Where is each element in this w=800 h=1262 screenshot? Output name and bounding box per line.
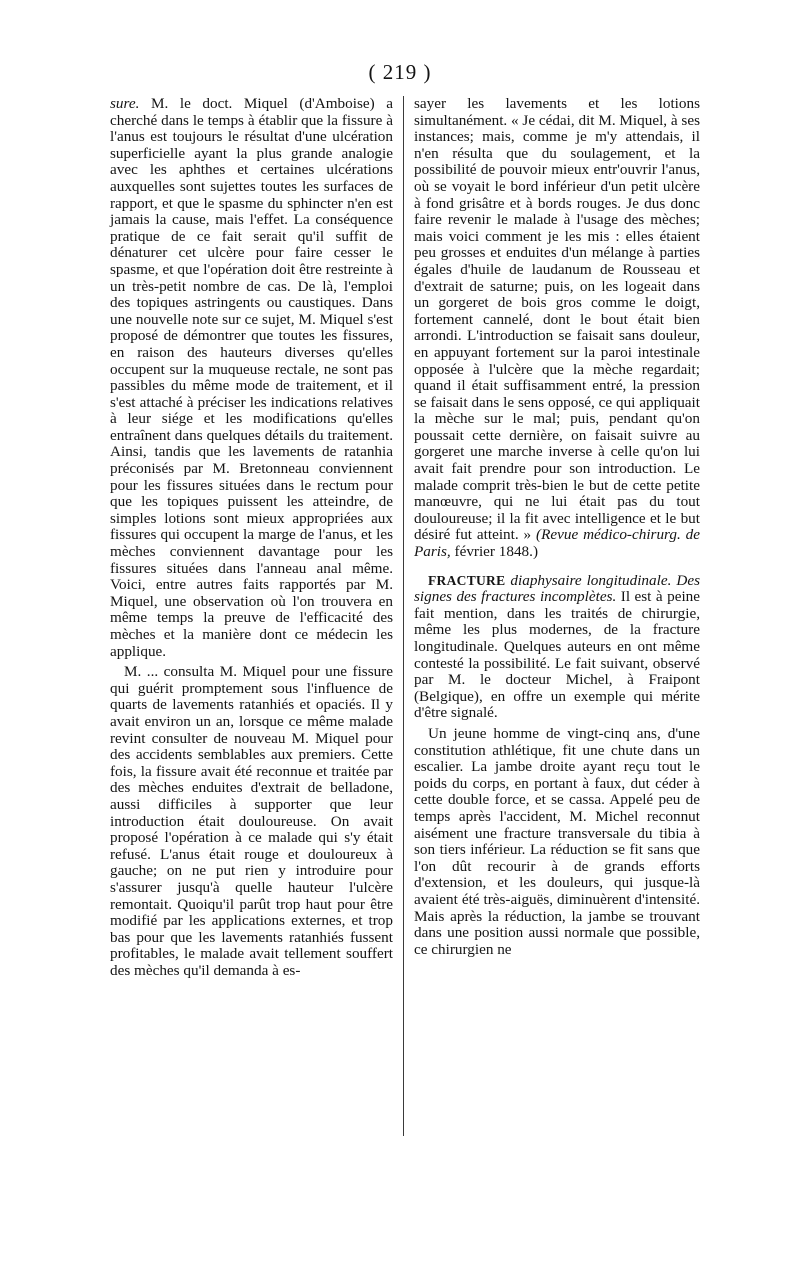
citation-source: (Revue médico-chirurg. de Paris, xyxy=(414,526,700,561)
left-paragraph-1-text: M. le doct. Miquel (d'Amboise) a cherché dans le temps à établir que la fissure à l'anus est toujours le résultat d'une ulcération superficielle ayant la plus grande analogie avec les aphthes et certaines ulcérations auxquelles sont sujettes toutes les surfaces de rapport, et que le spasme du sphincter n'en est jamais la cause, mais l'effet. La conséquence pratique de ce fait serait qu'il suffit de dénaturer cet ulcère pour faire cesser le spasme, et que l'opération doit être restreinte à un très-petit nombre de cas. De là, l'emploi des topiques astringents ou caustiques. Dans une nouvelle note sur ce sujet, M. Miquel s'est proposé de démontrer que toutes les fissures, en raison des hauteurs diverses qu'elles occupent sur la muqueuse rectale, ne sont pas passibles du même mode de traitement, et il s'est attaché à préciser les indications relatives à leur siége et les modifications qu'elles entraînent dans quelques détails du traitement. Ainsi, tandis que les lavements de ratanhia préconisés par M. Bretonneau conviennent pour les fissures situées dans le rectum pour que les topiques puissent les atteindre, de simples lotions sont mieux appropriées aux fissures qui occupent la marge de l'anus, et les mèches conviennent davantage pour les fissures situées dans l'anneau anal même. Voici, entre autres faits rapportés par M. Miquel, une observation où l'on trouvera en même temps la preuve de l'efficacité des mèches et la manière dont ce médecin les applique. xyxy=(110,95,393,660)
right-paragraph-3: Un jeune homme de vingt-cinq ans, d'une constitution athlétique, fit une chute dans un escalier. La jambe droite ayant reçu tout le poids du corps, en portant à faux, dut céder à cette double force, et se cassa. Appelé peu de temps après l'accident, M. Michel reconnut aisément une fracture transversale du tibia à son tiers inférieur. La réduction se fit sans que l'on dût recourir à de grands efforts d'extension, et les douleurs, qui jusque-là avaient été très-aiguës, diminuèrent d'intensité. Mais après la réduction, la jambe se trouvant dans une position aussi normale que possible, ce chirurgien ne xyxy=(414,724,700,958)
right-paragraph-2 xyxy=(414,573,700,722)
column-divider xyxy=(403,96,404,1136)
right-paragraph-2-text: Il est à peine fait mention, dans les traités de chirurgie, même les plus modernes, de la fracture longitudinale. Quelques auteurs en ont même contesté la possibilité. Le fait suivant, observé par M. le docteur Michel, à Fraipont (Belgique), en offre un exemple qui mérite d'être signalé. xyxy=(414,588,700,722)
section-heading: FRACTURE xyxy=(428,572,506,588)
left-paragraph-1-lead: sure. xyxy=(110,95,140,112)
right-paragraph-1-text: sayer les lavements et les lotions simultanément. « Je cédai, dit M. Miquel, à ses instances; mais, comme je m'y attendais, il n'en résulta que du soulagement, et la possibilité de pouvoir mieux entr'ouvrir l'anus, où se voyait le bord inférieur d'un petit ulcère à fond grisâtre et à bords rouges. Je dus donc faire revenir le malade à l'usage des mèches; mais voici comment je les mis : elles étaient peu grosses et enduites d'un mélange à parties égales d'huile de laudanum de Rousseau et d'extrait de saturne; puis, on les logeait dans un gorgeret de bois gros comme le doigt, fortement cannelé, dont le bout était bien arrondi. L'introduction se faisait sans douleur, en appuyant fortement sur la paroi intestinale opposée à l'ulcère que la mèche regardait; quand il était suffisamment entré, la pression se faisait dans le sens opposé, ce qui appliquait la mèche sur le mal; puis, pendant qu'on poussait cette dernière, on faisait suivre au gorgeret une marche inverse à celle qu'on lui avait fait prendre pour son introduction. Le malade comprit très-bien le but de cette petite manœuvre, qui ne lui était pas du tout douloureuse; il la fit avec intelligence et le but désiré fut atteint. » xyxy=(414,95,700,544)
left-paragraph-2: M. ... consulta M. Miquel pour une fissure qui guérit promptement sous l'influence de quarts de lavements ratanhiés et opaciés. Il y avait environ un an, lorsque ce même malade revint consulter de nouveau M. Miquel pour des accidents semblables aux premiers. Cette fois, la fissure avait été reconnue et traitée par des mèches enduites d'extrait de belladone, aussi difficiles à supporter que leur introduction était douloureuse. On avait proposé l'opération à ce malade qui s'y était refusé. L'anus était rouge et douloureux à gauche; on ne put rien y introduire pour s'assurer jusqu'à quelle hauteur l'ulcère remontait. Quoiqu'il parût trop haut pour être modifié par les applications externes, et trop bas pour que les lavements ratanhiés fussent profitables, le malade avait tellement souffert des mèches qu'il demanda à es- xyxy=(110,663,393,979)
left-column xyxy=(110,96,393,979)
right-paragraph-1 xyxy=(414,96,700,561)
right-column xyxy=(414,96,700,958)
citation-date: février 1848.) xyxy=(450,543,539,561)
left-paragraph-1 xyxy=(110,96,393,660)
section-heading-italic: diaphysaire longitudinale. Des signes des fractures incomplètes. xyxy=(414,571,701,606)
page-number: ( 219 ) xyxy=(368,60,432,84)
